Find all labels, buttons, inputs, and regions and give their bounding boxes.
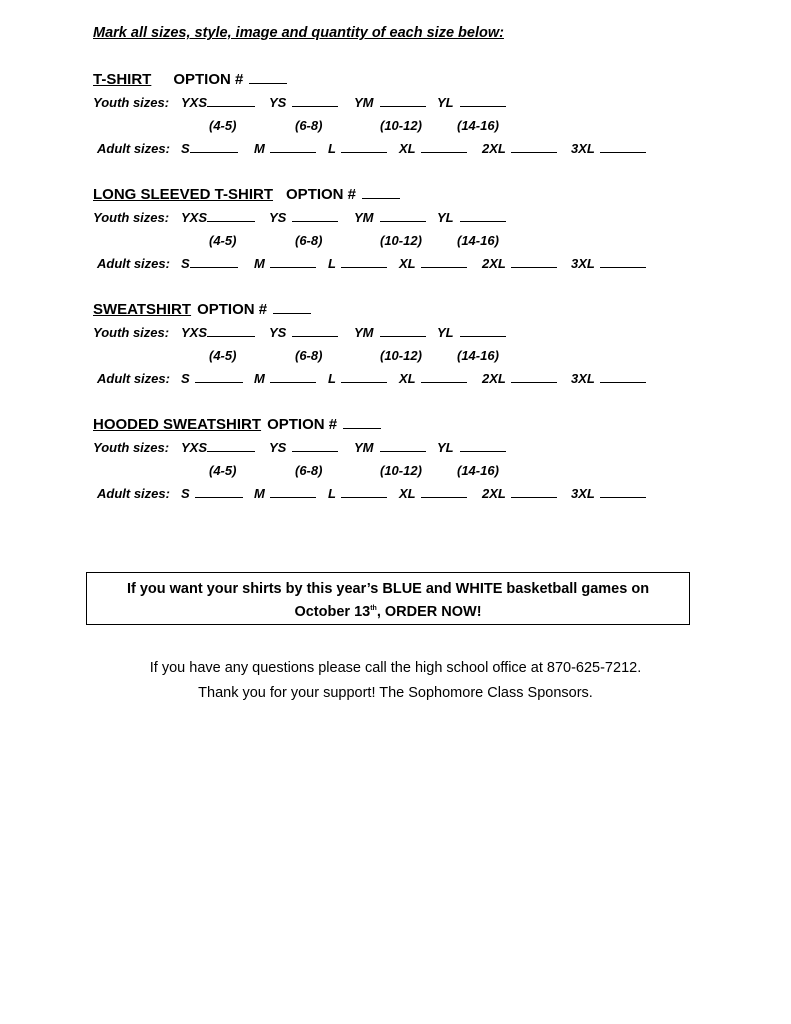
- option-number-blank[interactable]: [362, 185, 400, 199]
- quantity-blank[interactable]: [421, 256, 467, 268]
- size-label: S: [181, 486, 190, 501]
- size-label: 2XL: [482, 371, 506, 386]
- size-label: M: [254, 371, 265, 386]
- adult-size-2xl: [482, 256, 557, 271]
- size-label: YM: [354, 210, 374, 225]
- size-label: YXS: [181, 210, 208, 225]
- quantity-blank[interactable]: [460, 440, 506, 452]
- quantity-blank[interactable]: [292, 440, 338, 452]
- size-label: L: [328, 371, 336, 386]
- section-name: SWEATSHIRT: [93, 301, 192, 318]
- quantity-blank[interactable]: [195, 371, 243, 383]
- section-title: [93, 185, 400, 203]
- adult-size-m: [254, 486, 316, 501]
- notice-line-1: If you want your shirts by this year’s BLUE and WHITE basketball games on: [126, 581, 650, 597]
- quantity-blank[interactable]: [380, 325, 426, 337]
- quantity-blank[interactable]: [600, 256, 646, 268]
- age-range: (10-12): [380, 118, 422, 133]
- size-label: S: [181, 256, 190, 271]
- quantity-blank[interactable]: [292, 210, 338, 222]
- quantity-blank[interactable]: [292, 95, 338, 107]
- quantity-blank[interactable]: [380, 210, 426, 222]
- adult-size-xl: [399, 371, 467, 386]
- size-label: L: [328, 486, 336, 501]
- quantity-blank[interactable]: [511, 486, 557, 498]
- adult-sizes-row: [93, 371, 693, 387]
- size-label: S: [181, 371, 190, 386]
- youth-sizes-label: Youth sizes:: [93, 325, 170, 340]
- size-label: YM: [354, 325, 374, 340]
- age-range: (6-8): [295, 463, 323, 478]
- youth-age-ranges-row: [93, 118, 693, 134]
- age-range: (10-12): [380, 463, 422, 478]
- size-label: YM: [354, 95, 374, 110]
- section-title: [93, 300, 311, 318]
- age-range: (14-16): [457, 348, 499, 363]
- age-range: (4-5): [209, 348, 237, 363]
- size-label: YS: [269, 95, 287, 110]
- option-label: OPTION #: [286, 186, 357, 203]
- youth-size-yl: [437, 95, 506, 110]
- quantity-blank[interactable]: [207, 210, 255, 222]
- age-range: (6-8): [295, 348, 323, 363]
- adult-size-2xl: [482, 486, 557, 501]
- size-label: YL: [437, 440, 454, 455]
- size-label: L: [328, 256, 336, 271]
- adult-size-3xl: [571, 256, 646, 271]
- adult-size-l: [328, 486, 387, 501]
- quantity-blank[interactable]: [195, 486, 243, 498]
- quantity-blank[interactable]: [380, 440, 426, 452]
- adult-size-m: [254, 256, 316, 271]
- notice-date-suffix: th: [370, 605, 377, 612]
- size-label: M: [254, 141, 265, 156]
- quantity-blank[interactable]: [460, 95, 506, 107]
- quantity-blank[interactable]: [600, 141, 646, 153]
- adult-size-3xl: [571, 371, 646, 386]
- youth-size-yl: [437, 440, 506, 455]
- quantity-blank[interactable]: [270, 486, 316, 498]
- age-range: (4-5): [209, 463, 237, 478]
- age-range: (14-16): [457, 463, 499, 478]
- size-label: 3XL: [571, 371, 595, 386]
- option-label: OPTION #: [173, 71, 244, 88]
- adult-sizes-label: Adult sizes:: [97, 486, 170, 501]
- youth-sizes-row: [93, 95, 693, 111]
- section-t-shirt: [93, 70, 693, 165]
- size-label: L: [328, 141, 336, 156]
- adult-size-m: [254, 371, 316, 386]
- section-sweatshirt: [93, 300, 693, 395]
- thanks-text: Thank you for your support! The Sophomore Class Sponsors.: [198, 685, 593, 701]
- size-label: YL: [437, 210, 454, 225]
- option-number-blank[interactable]: [249, 70, 287, 84]
- adult-size-3xl: [571, 486, 646, 501]
- youth-size-yxs: [181, 210, 255, 225]
- quantity-blank[interactable]: [270, 371, 316, 383]
- adult-sizes-row: [93, 256, 693, 272]
- youth-size-yxs: [181, 95, 255, 110]
- youth-sizes-row: [93, 210, 693, 226]
- adult-size-xl: [399, 486, 467, 501]
- youth-size-yl: [437, 210, 506, 225]
- quantity-blank[interactable]: [421, 141, 467, 153]
- youth-size-ys: [269, 210, 338, 225]
- quantity-blank[interactable]: [421, 371, 467, 383]
- youth-size-ym: [354, 95, 426, 110]
- age-range: (4-5): [209, 233, 237, 248]
- youth-size-yxs: [181, 440, 255, 455]
- size-label: S: [181, 141, 190, 156]
- adult-sizes-row: [93, 486, 693, 502]
- size-label: M: [254, 486, 265, 501]
- size-label: XL: [399, 486, 416, 501]
- adult-size-3xl: [571, 141, 646, 156]
- adult-size-l: [328, 256, 387, 271]
- age-range: (6-8): [295, 118, 323, 133]
- adult-size-2xl: [482, 141, 557, 156]
- youth-age-ranges-row: [93, 463, 693, 479]
- notice-line-2: [87, 599, 689, 622]
- age-range: (6-8): [295, 233, 323, 248]
- size-label: YS: [269, 325, 287, 340]
- youth-age-ranges-row: [93, 348, 693, 364]
- size-label: XL: [399, 371, 416, 386]
- adult-sizes-label: Adult sizes:: [97, 371, 170, 386]
- quantity-blank[interactable]: [460, 210, 506, 222]
- size-label: M: [254, 256, 265, 271]
- questions-text: If you have any questions please call the high school office at 870-625-7212.: [149, 660, 642, 676]
- quantity-blank[interactable]: [341, 486, 387, 498]
- quantity-blank[interactable]: [292, 325, 338, 337]
- youth-size-ys: [269, 95, 338, 110]
- quantity-blank[interactable]: [341, 371, 387, 383]
- size-label: YS: [269, 210, 287, 225]
- quantity-blank[interactable]: [270, 141, 316, 153]
- form-heading: Mark all sizes, style, image and quantity of each size below:: [93, 25, 504, 41]
- youth-size-ys: [269, 325, 338, 340]
- quantity-blank[interactable]: [511, 141, 557, 153]
- section-long-sleeved-t-shirt: [93, 185, 693, 280]
- notice-order-now: , ORDER NOW!: [376, 604, 482, 620]
- option-number-blank[interactable]: [273, 300, 311, 314]
- adult-size-s: [181, 371, 243, 386]
- size-label: 2XL: [482, 256, 506, 271]
- size-label: YXS: [181, 325, 208, 340]
- adult-size-xl: [399, 256, 467, 271]
- section-name: LONG SLEEVED T-SHIRT: [93, 186, 274, 203]
- youth-size-yxs: [181, 325, 255, 340]
- youth-size-ym: [354, 440, 426, 455]
- youth-size-ym: [354, 325, 426, 340]
- size-label: YS: [269, 440, 287, 455]
- section-hooded-sweatshirt: [93, 415, 693, 510]
- adult-size-l: [328, 371, 387, 386]
- adult-size-s: [181, 141, 238, 156]
- quantity-blank[interactable]: [600, 371, 646, 383]
- youth-sizes-label: Youth sizes:: [93, 210, 170, 225]
- size-label: YL: [437, 95, 454, 110]
- size-label: YXS: [181, 95, 208, 110]
- quantity-blank[interactable]: [190, 141, 238, 153]
- adult-size-s: [181, 256, 238, 271]
- quantity-blank[interactable]: [460, 325, 506, 337]
- quantity-blank[interactable]: [511, 256, 557, 268]
- quantity-blank[interactable]: [380, 95, 426, 107]
- adult-size-s: [181, 486, 243, 501]
- quantity-blank[interactable]: [270, 256, 316, 268]
- notice-date: October 13: [294, 604, 371, 620]
- adult-size-2xl: [482, 371, 557, 386]
- size-label: 3XL: [571, 141, 595, 156]
- adult-size-l: [328, 141, 387, 156]
- size-label: YL: [437, 325, 454, 340]
- youth-age-ranges-row: [93, 233, 693, 249]
- size-label: YXS: [181, 440, 208, 455]
- youth-size-ys: [269, 440, 338, 455]
- quantity-blank[interactable]: [421, 486, 467, 498]
- section-name: HOODED SWEATSHIRT: [93, 416, 262, 433]
- quantity-blank[interactable]: [341, 141, 387, 153]
- quantity-blank[interactable]: [207, 440, 255, 452]
- youth-sizes-row: [93, 325, 693, 341]
- youth-sizes-label: Youth sizes:: [93, 440, 170, 455]
- youth-size-yl: [437, 325, 506, 340]
- age-range: (10-12): [380, 233, 422, 248]
- quantity-blank[interactable]: [600, 486, 646, 498]
- quantity-blank[interactable]: [511, 371, 557, 383]
- quantity-blank[interactable]: [207, 95, 255, 107]
- youth-size-ym: [354, 210, 426, 225]
- age-range: (10-12): [380, 348, 422, 363]
- adult-size-xl: [399, 141, 467, 156]
- section-title: [93, 70, 287, 88]
- age-range: (4-5): [209, 118, 237, 133]
- size-label: 3XL: [571, 256, 595, 271]
- quantity-blank[interactable]: [207, 325, 255, 337]
- youth-sizes-label: Youth sizes:: [93, 95, 170, 110]
- adult-sizes-label: Adult sizes:: [97, 256, 170, 271]
- adult-sizes-row: [93, 141, 693, 157]
- option-number-blank[interactable]: [343, 415, 381, 429]
- age-range: (14-16): [457, 118, 499, 133]
- size-label: XL: [399, 256, 416, 271]
- adult-sizes-label: Adult sizes:: [97, 141, 170, 156]
- size-label: YM: [354, 440, 374, 455]
- section-name: T-SHIRT: [93, 71, 152, 88]
- size-label: 2XL: [482, 141, 506, 156]
- age-range: (14-16): [457, 233, 499, 248]
- order-now-notice: [86, 572, 690, 625]
- size-label: XL: [399, 141, 416, 156]
- quantity-blank[interactable]: [341, 256, 387, 268]
- option-label: OPTION #: [267, 416, 338, 433]
- option-label: OPTION #: [197, 301, 268, 318]
- adult-size-m: [254, 141, 316, 156]
- quantity-blank[interactable]: [190, 256, 238, 268]
- section-title: [93, 415, 381, 433]
- size-label: 3XL: [571, 486, 595, 501]
- youth-sizes-row: [93, 440, 693, 456]
- size-label: 2XL: [482, 486, 506, 501]
